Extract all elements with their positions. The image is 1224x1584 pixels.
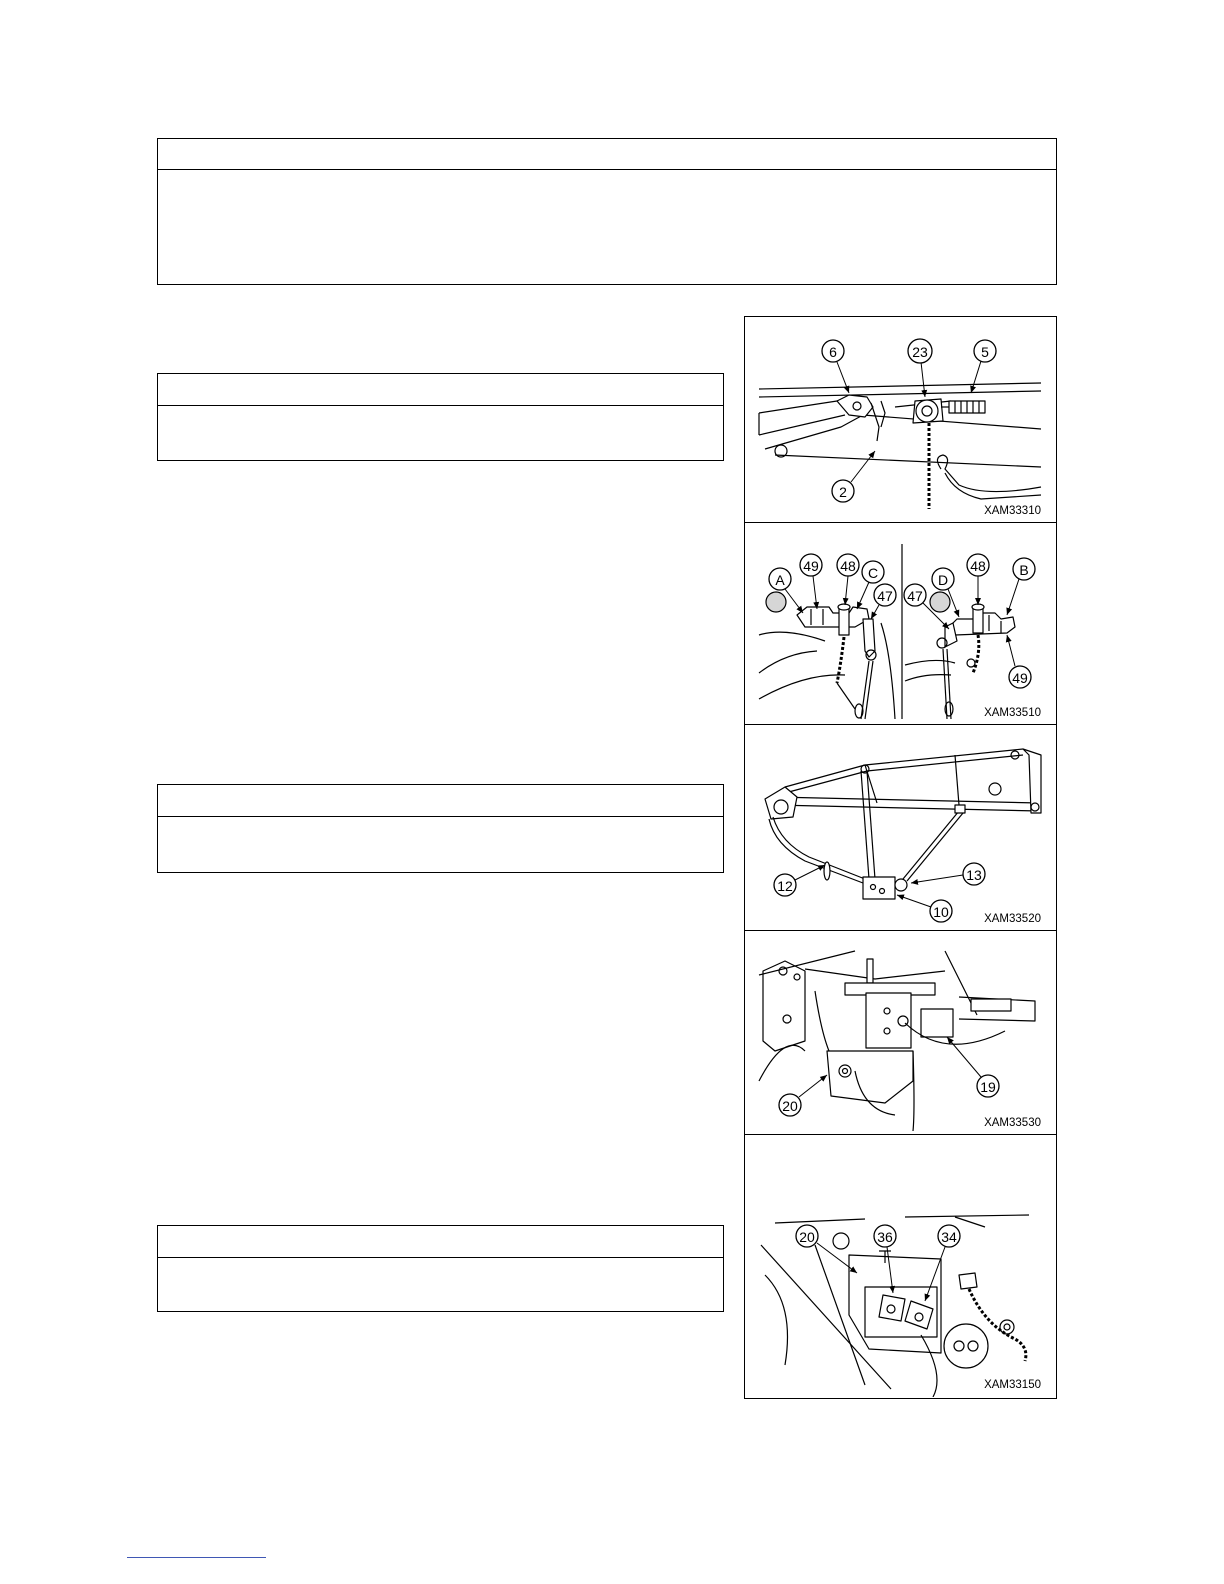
figure-1: [745, 317, 1056, 523]
note-box-body: [158, 170, 1056, 284]
note-box-body: [158, 817, 723, 872]
callout-2: [832, 480, 854, 502]
svg-text:49: 49: [803, 558, 819, 574]
svg-text:13: 13: [966, 867, 982, 883]
svg-text:6: 6: [829, 344, 837, 360]
note-box: [157, 138, 1057, 285]
callout-47: [874, 584, 896, 606]
note-box-body: [158, 406, 723, 460]
boom-cable-illustration: [765, 749, 1041, 899]
figure-1-drawing: [745, 317, 1056, 522]
callout-47: [904, 584, 926, 606]
svg-text:47: 47: [877, 588, 893, 604]
callout-19: [977, 1075, 999, 1097]
figure-3-drawing: [745, 725, 1056, 930]
callout-12: [774, 874, 796, 896]
callout-23: [908, 339, 932, 363]
note-box-header: [158, 785, 723, 817]
callout-48: [967, 554, 989, 576]
callout-48: [837, 554, 859, 576]
svg-text:19: 19: [980, 1079, 996, 1095]
svg-text:23: 23: [912, 344, 928, 360]
callout-20: [779, 1094, 801, 1116]
figure-id: XAM33530: [984, 1117, 1041, 1129]
svg-text:D: D: [937, 572, 949, 588]
boom-winch-illustration: [759, 383, 1041, 509]
callout-10: [930, 900, 952, 922]
svg-text:2: 2: [839, 484, 847, 500]
svg-text:36: 36: [877, 1229, 893, 1245]
callout-49: [1009, 666, 1031, 688]
figure-id: XAM33150: [984, 1379, 1041, 1391]
note-box: [157, 784, 724, 873]
svg-text:20: 20: [782, 1098, 798, 1114]
svg-text:10: 10: [933, 904, 949, 920]
callout-36: [874, 1225, 896, 1247]
note-box: [157, 373, 724, 461]
svg-text:5: 5: [981, 344, 989, 360]
callout-20: [796, 1225, 818, 1247]
figure-id: XAM33510: [984, 707, 1041, 719]
note-box-body: [158, 1258, 723, 1311]
callout-13: [963, 863, 985, 885]
callout-6: [822, 340, 844, 362]
callout-49: [800, 554, 822, 576]
footer-link-underline[interactable]: [127, 1557, 266, 1558]
figure-2-drawing: [745, 523, 1056, 724]
svg-text:49: 49: [1012, 670, 1028, 686]
svg-text:34: 34: [941, 1229, 957, 1245]
callout-34: [938, 1225, 960, 1247]
svg-text:48: 48: [840, 558, 856, 574]
note-box: [157, 1225, 724, 1312]
svg-text:B: B: [1019, 562, 1029, 578]
figure-id: XAM33310: [984, 505, 1041, 517]
svg-text:47: 47: [907, 588, 923, 604]
callout-C: [862, 561, 884, 583]
callout-B: [1013, 558, 1035, 580]
callout-A: [769, 568, 791, 590]
svg-text:48: 48: [970, 558, 986, 574]
callout-D: [932, 568, 954, 590]
svg-text:20: 20: [799, 1229, 815, 1245]
svg-text:C: C: [867, 565, 879, 581]
figure-4-drawing: [745, 931, 1056, 1134]
figure-2: [745, 523, 1056, 725]
callout-5: [974, 340, 996, 362]
figure-id: XAM33520: [984, 913, 1041, 925]
note-box-header: [158, 1226, 723, 1258]
figure-5: [745, 1135, 1056, 1398]
figure-4: [745, 931, 1056, 1135]
figure-column: [744, 316, 1057, 1399]
svg-text:A: A: [775, 572, 785, 588]
note-box-header: [158, 374, 723, 406]
figure-5-drawing: [745, 1135, 1056, 1397]
figure-3: [745, 725, 1056, 931]
note-box-header: [158, 139, 1056, 170]
svg-text:12: 12: [777, 878, 793, 894]
